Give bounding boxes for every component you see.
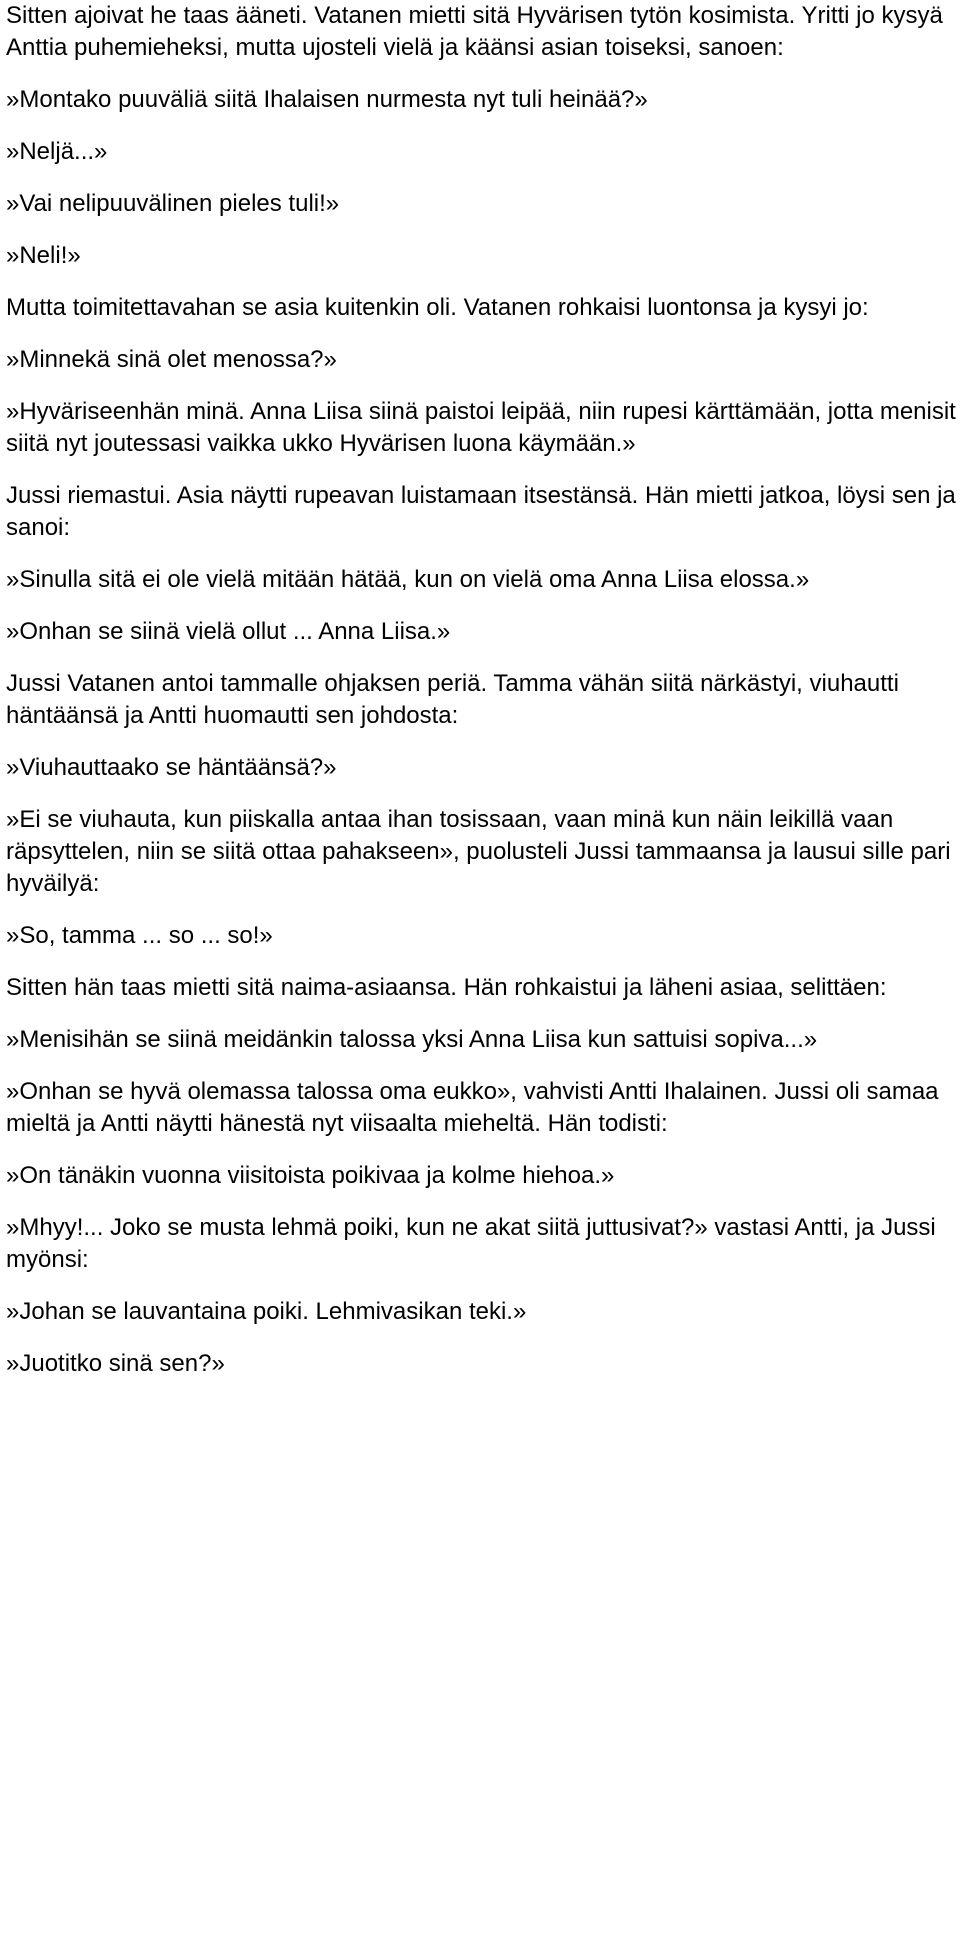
paragraph: »Menisihän se siinä meidänkin talossa yksi Anna Liisa kun sattuisi sopiva...»: [6, 1026, 818, 1053]
paragraph: Mutta toimitettavahan se asia kuitenkin oli. Vatanen rohkaisi luontonsa ja kysyi jo:: [6, 294, 869, 321]
paragraph: »Viuhauttaako se häntäänsä?»: [6, 754, 337, 781]
paragraph: Sitten ajoivat he taas ääneti. Vatanen mietti sitä Hyvärisen tytön kosimista. Yritti jo kysyä Anttia puhemieheksi, mutta ujosteli vielä ja käänsi asian toiseksi, sanoen:: [6, 2, 943, 61]
paragraph: »Minnekä sinä olet menossa?»: [6, 346, 337, 373]
document-page: [6, 0, 956, 1400]
paragraph: »Sinulla sitä ei ole vielä mitään hätää, kun on vielä oma Anna Liisa elossa.»: [6, 566, 810, 593]
paragraph: Sitten hän taas mietti sitä naima-asiaansa. Hän rohkaistui ja läheni asiaa, selittäen:: [6, 974, 887, 1001]
paragraph: »Juotitko sinä sen?»: [6, 1350, 225, 1377]
paragraph: »Ei se viuhauta, kun piiskalla antaa ihan tosissaan, vaan minä kun näin leikillä vaan räpsyttelen, niin se siitä ottaa pahakseen», puolusteli Jussi tammaansa ja lausui sille pari hyväilyä:: [6, 806, 951, 897]
paragraph: »Onhan se hyvä olemassa talossa oma eukko», vahvisti Antti Ihalainen. Jussi oli samaa mieltä ja Antti näytti hänestä nyt viisaalta mieheltä. Hän todisti:: [6, 1078, 939, 1137]
paragraph: »So, tamma ... so ... so!»: [6, 922, 273, 949]
paragraph: »Hyväriseenhän minä. Anna Liisa siinä paistoi leipää, niin rupesi kärttämään, jotta menisit siitä nyt joutessasi vaikka ukko Hyvärisen luona käymään.»: [6, 398, 956, 457]
paragraph: »Onhan se siinä vielä ollut ... Anna Liisa.»: [6, 618, 451, 645]
paragraph: »Neljä...»: [6, 138, 108, 165]
paragraph: »Vai nelipuuvälinen pieles tuli!»: [6, 190, 340, 217]
paragraph: »Neli!»: [6, 242, 81, 269]
paragraph: »Mhyy!... Joko se musta lehmä poiki, kun ne akat siitä juttusivat?» vastasi Antti, ja Jussi myönsi:: [6, 1214, 936, 1273]
paragraph: »On tänäkin vuonna viisitoista poikivaa ja kolme hiehoa.»: [6, 1162, 615, 1189]
paragraph: Jussi Vatanen antoi tammalle ohjaksen periä. Tamma vähän siitä närkästyi, viuhautti häntäänsä ja Antti huomautti sen johdosta:: [6, 670, 899, 729]
paragraph: »Montako puuväliä siitä Ihalaisen nurmesta nyt tuli heinää?»: [6, 86, 648, 113]
paragraph: Jussi riemastui. Asia näytti rupeavan luistamaan itsestänsä. Hän mietti jatkoa, löysi sen ja sanoi:: [6, 482, 956, 541]
paragraph: »Johan se lauvantaina poiki. Lehmivasikan teki.»: [6, 1298, 527, 1325]
